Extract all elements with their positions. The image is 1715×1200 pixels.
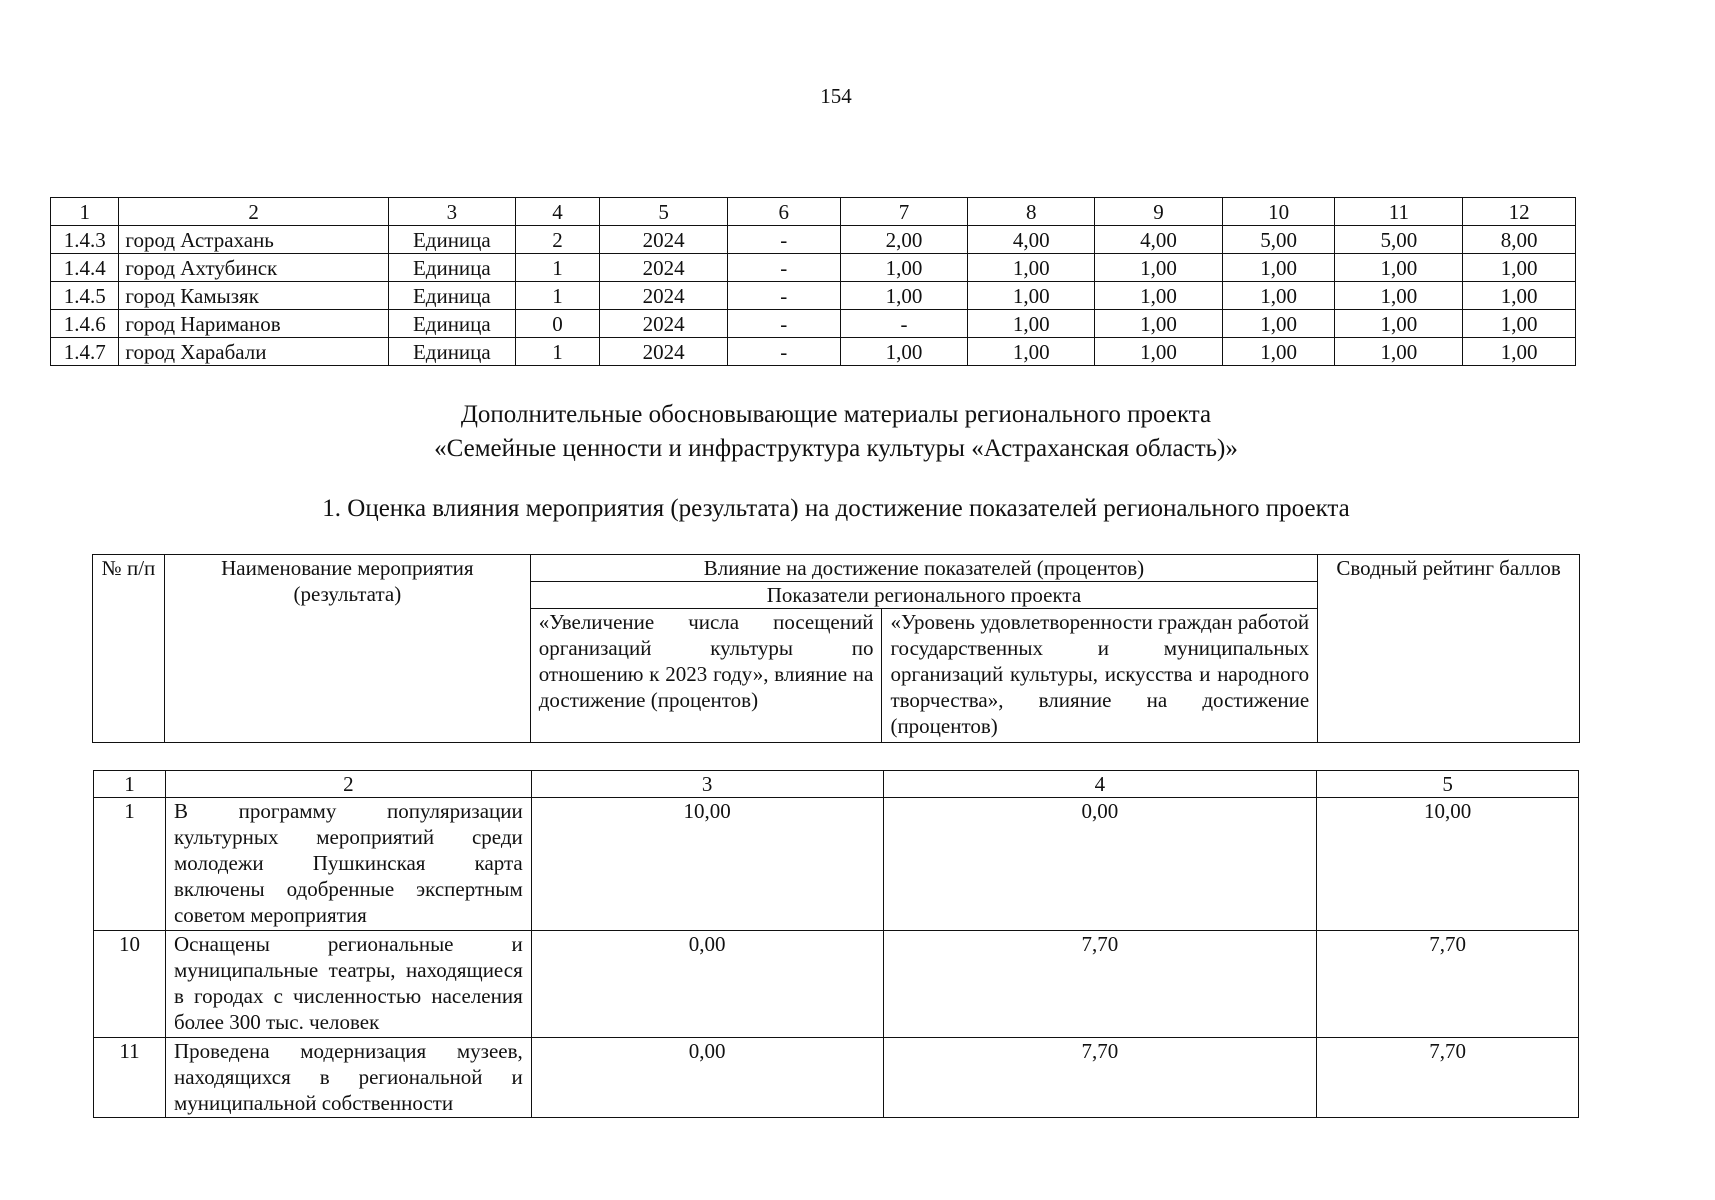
column-number: 8 xyxy=(968,198,1095,226)
visits-impact-value: 10,00 xyxy=(531,798,883,931)
table-cell: - xyxy=(727,226,840,254)
table-cell: 1,00 xyxy=(968,338,1095,366)
materials-heading xyxy=(0,398,1672,466)
table-cell: 1,00 xyxy=(968,310,1095,338)
header-rating: Сводный рейтинг баллов xyxy=(1318,555,1580,743)
table-cell: 4,00 xyxy=(968,226,1095,254)
visits-impact-value: 0,00 xyxy=(531,1038,883,1118)
table-row xyxy=(94,798,1579,931)
table-cell: 2024 xyxy=(600,282,728,310)
table-cell: 1,00 xyxy=(968,254,1095,282)
column-number-row xyxy=(94,771,1579,798)
section-title: 1. Оценка влияния мероприятия (результата) на достижение показателей регионального проекта xyxy=(322,495,1350,522)
table-row xyxy=(51,226,1576,254)
table-cell: 5,00 xyxy=(1222,226,1335,254)
table-cell: 1,00 xyxy=(1335,338,1463,366)
table-cell: 5,00 xyxy=(1335,226,1463,254)
impact-table-body xyxy=(93,770,1579,1118)
table-cell: 8,00 xyxy=(1463,226,1576,254)
column-number: 1 xyxy=(94,771,166,798)
header-number: № п/п xyxy=(93,555,165,743)
header-indicator-satisfaction: «Уровень удовлетворенности граждан работой государственных и муниципальных организаций культуры, искусства и народного творчества», влияние на достижение (процентов) xyxy=(882,609,1318,743)
table-row xyxy=(51,282,1576,310)
table-cell: 0 xyxy=(515,310,599,338)
table-cell: - xyxy=(727,310,840,338)
visits-impact-value: 0,00 xyxy=(531,931,883,1038)
table-cell: Единица xyxy=(388,254,515,282)
materials-heading-line2: «Семейные ценности и инфраструктура культуры «Астраханская область)» xyxy=(434,435,1238,462)
table-cell: город Ахтубинск xyxy=(119,254,389,282)
table-cell: 1.4.4 xyxy=(51,254,119,282)
rating-value: 7,70 xyxy=(1317,931,1579,1038)
table-cell: 1 xyxy=(515,254,599,282)
indicator-values-table xyxy=(50,197,1576,366)
table-row xyxy=(94,931,1579,1038)
table-cell: Единица xyxy=(388,338,515,366)
table-cell: 1.4.3 xyxy=(51,226,119,254)
table-row xyxy=(51,310,1576,338)
table-cell: 1,00 xyxy=(840,254,968,282)
column-number: 11 xyxy=(1335,198,1463,226)
column-number: 4 xyxy=(515,198,599,226)
column-number: 9 xyxy=(1095,198,1223,226)
table-cell: 1,00 xyxy=(1222,282,1335,310)
table-cell: 1,00 xyxy=(1335,282,1463,310)
table-cell: Единица xyxy=(388,282,515,310)
table-row xyxy=(51,338,1576,366)
page-number: 154 xyxy=(820,84,852,108)
column-number-row xyxy=(51,198,1576,226)
table-cell: 1,00 xyxy=(1095,338,1223,366)
table-cell: 1,00 xyxy=(1095,282,1223,310)
table-row xyxy=(94,1038,1579,1118)
table-cell: - xyxy=(727,254,840,282)
table-cell: 1,00 xyxy=(1463,254,1576,282)
table-cell: - xyxy=(727,282,840,310)
table-cell: 1,00 xyxy=(1222,338,1335,366)
table-cell: 2024 xyxy=(600,226,728,254)
column-number: 3 xyxy=(531,771,883,798)
table-cell: 1,00 xyxy=(1463,310,1576,338)
table-cell: 1 xyxy=(515,338,599,366)
table-cell: 1,00 xyxy=(840,338,968,366)
satisfaction-impact-value: 0,00 xyxy=(883,798,1317,931)
table-cell: 1,00 xyxy=(1095,254,1223,282)
column-number: 6 xyxy=(727,198,840,226)
row-number: 11 xyxy=(94,1038,166,1118)
table-cell: 1,00 xyxy=(1095,310,1223,338)
table-cell: - xyxy=(840,310,968,338)
impact-table-header xyxy=(92,554,1580,743)
rating-value: 7,70 xyxy=(1317,1038,1579,1118)
table-cell: 4,00 xyxy=(1095,226,1223,254)
table-cell: 1,00 xyxy=(1463,282,1576,310)
column-number: 5 xyxy=(1317,771,1579,798)
table-cell: 2,00 xyxy=(840,226,968,254)
table-cell: 1 xyxy=(515,282,599,310)
table-cell: 2024 xyxy=(600,310,728,338)
column-number: 2 xyxy=(165,771,531,798)
column-number: 12 xyxy=(1463,198,1576,226)
table-cell: 2024 xyxy=(600,254,728,282)
table-cell: 1,00 xyxy=(1222,310,1335,338)
column-number: 3 xyxy=(388,198,515,226)
materials-heading-line1: Дополнительные обосновывающие материалы регионального проекта xyxy=(460,401,1212,428)
event-name: В программу популяризации культурных мероприятий среди молодежи Пушкинская карта включены одобренные экспертным советом мероприятия xyxy=(165,798,531,931)
table-cell: 2 xyxy=(515,226,599,254)
column-number: 10 xyxy=(1222,198,1335,226)
row-number: 1 xyxy=(94,798,166,931)
table-cell: 1,00 xyxy=(968,282,1095,310)
table-cell: 1.4.6 xyxy=(51,310,119,338)
table-cell: Единица xyxy=(388,226,515,254)
table-cell: город Камызяк xyxy=(119,282,389,310)
column-number: 7 xyxy=(840,198,968,226)
header-event-name: Наименование мероприятия (результата) xyxy=(164,555,530,743)
table-cell: 1.4.7 xyxy=(51,338,119,366)
table-row xyxy=(51,254,1576,282)
table-cell: город Нариманов xyxy=(119,310,389,338)
header-influence: Влияние на достижение показателей (процентов) xyxy=(530,555,1317,582)
table-cell: город Астрахань xyxy=(119,226,389,254)
table-cell: 1.4.5 xyxy=(51,282,119,310)
header-indicators: Показатели регионального проекта xyxy=(530,582,1317,609)
table-cell: 1,00 xyxy=(1222,254,1335,282)
header-indicator-visits: «Увеличение числа посещений организаций культуры по отношению к 2023 году», влияние на достижение (процентов) xyxy=(530,609,882,743)
column-number: 1 xyxy=(51,198,119,226)
table-cell: 1,00 xyxy=(1335,254,1463,282)
table-cell: - xyxy=(727,338,840,366)
satisfaction-impact-value: 7,70 xyxy=(883,931,1317,1038)
row-number: 10 xyxy=(94,931,166,1038)
rating-value: 10,00 xyxy=(1317,798,1579,931)
satisfaction-impact-value: 7,70 xyxy=(883,1038,1317,1118)
table-cell: Единица xyxy=(388,310,515,338)
table-cell: 2024 xyxy=(600,338,728,366)
table-cell: 1,00 xyxy=(1463,338,1576,366)
event-name: Оснащены региональные и муниципальные театры, находящиеся в городах с численностью населения более 300 тыс. человек xyxy=(165,931,531,1038)
table-cell: 1,00 xyxy=(1335,310,1463,338)
event-name: Проведена модернизация музеев, находящихся в региональной и муниципальной собственности xyxy=(165,1038,531,1118)
column-number: 4 xyxy=(883,771,1317,798)
table-cell: 1,00 xyxy=(840,282,968,310)
table-cell: город Харабали xyxy=(119,338,389,366)
column-number: 2 xyxy=(119,198,389,226)
column-number: 5 xyxy=(600,198,728,226)
